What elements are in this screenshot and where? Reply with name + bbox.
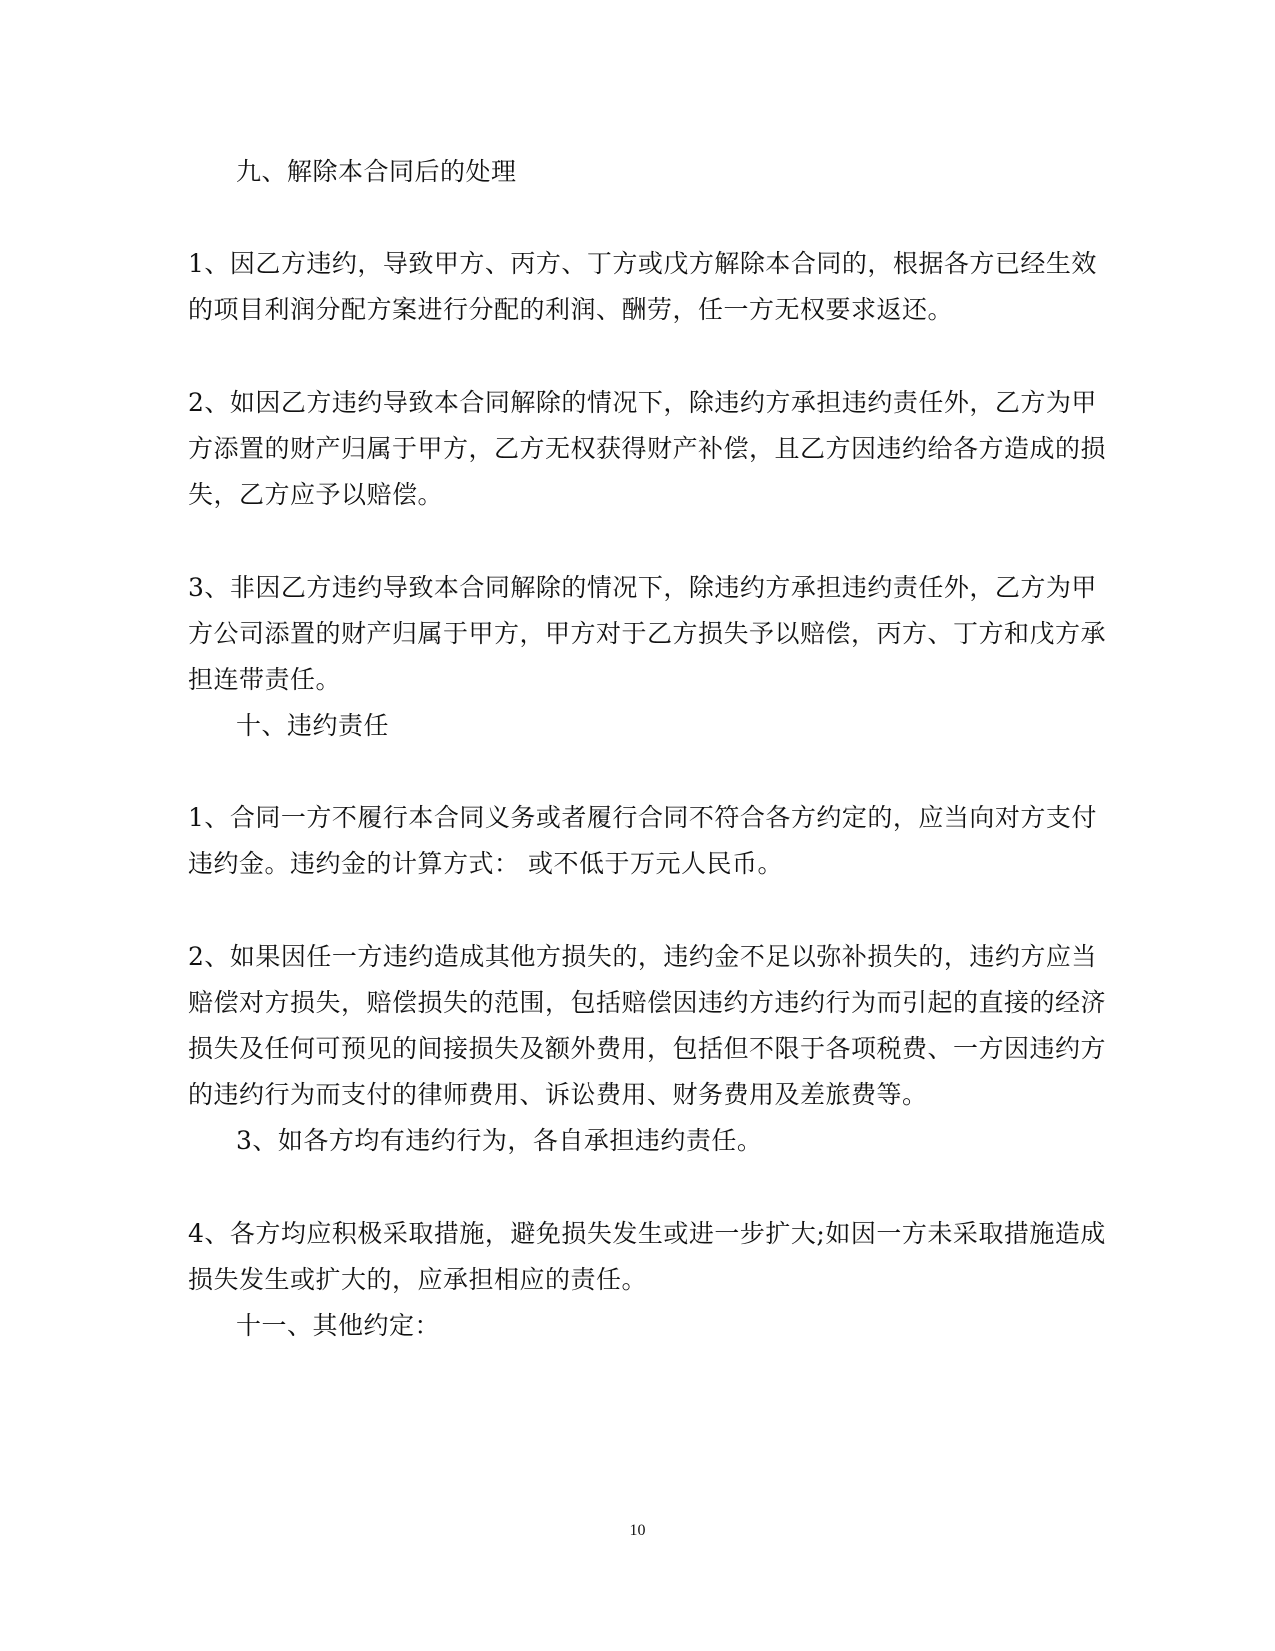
section-9-heading: 九、解除本合同后的处理 — [236, 157, 517, 186]
paragraph-line: 损失及任何可预见的间接损失及额外费用，包括但不限于各项税费、一方因违约方 — [188, 1034, 1107, 1063]
paragraph-line: 3、非因乙方违约导致本合同解除的情况下，除违约方承担违约责任外，乙方为甲 — [188, 573, 1097, 602]
page-number: 10 — [629, 1522, 646, 1539]
section-10-heading: 十、违约责任 — [236, 711, 390, 740]
paragraph-line: 3、如各方均有违约行为，各自承担违约责任。 — [236, 1126, 763, 1155]
paragraph-line: 方添置的财产归属于甲方，乙方无权获得财产补偿，且乙方因违约给各方造成的损 — [188, 434, 1107, 463]
paragraph-line: 2、如果因任一方违约造成其他方损失的，违约金不足以弥补损失的，违约方应当 — [188, 942, 1097, 971]
paragraph-line: 4、各方均应积极采取措施，避免损失发生或进一步扩大;如因一方未采取措施造成 — [188, 1219, 1106, 1248]
paragraph-line: 担连带责任。 — [188, 665, 342, 694]
paragraph-line: 的违约行为而支付的律师费用、诉讼费用、财务费用及差旅费等。 — [188, 1080, 928, 1109]
paragraph-line: 赔偿对方损失，赔偿损失的范围，包括赔偿因违约方违约行为而引起的直接的经济 — [188, 988, 1107, 1017]
paragraph-line: 违约金。违约金的计算方式： 或不低于万元人民币。 — [188, 849, 783, 878]
paragraph-line: 2、如因乙方违约导致本合同解除的情况下，除违约方承担违约责任外，乙方为甲 — [188, 388, 1097, 417]
section-11-heading: 十一、其他约定： — [236, 1311, 441, 1340]
paragraph-line: 失，乙方应予以赔偿。 — [188, 480, 444, 509]
paragraph-line: 的项目利润分配方案进行分配的利润、酬劳，任一方无权要求返还。 — [188, 295, 954, 324]
paragraph-line: 方公司添置的财产归属于甲方，甲方对于乙方损失予以赔偿，丙方、丁方和戊方承 — [188, 619, 1107, 648]
paragraph-line: 损失发生或扩大的，应承担相应的责任。 — [188, 1265, 648, 1294]
paragraph-line: 1、合同一方不履行本合同义务或者履行合同不符合各方约定的，应当向对方支付 — [188, 803, 1097, 832]
paragraph-line: 1、因乙方违约，导致甲方、丙方、丁方或戊方解除本合同的，根据各方已经生效 — [188, 249, 1097, 278]
